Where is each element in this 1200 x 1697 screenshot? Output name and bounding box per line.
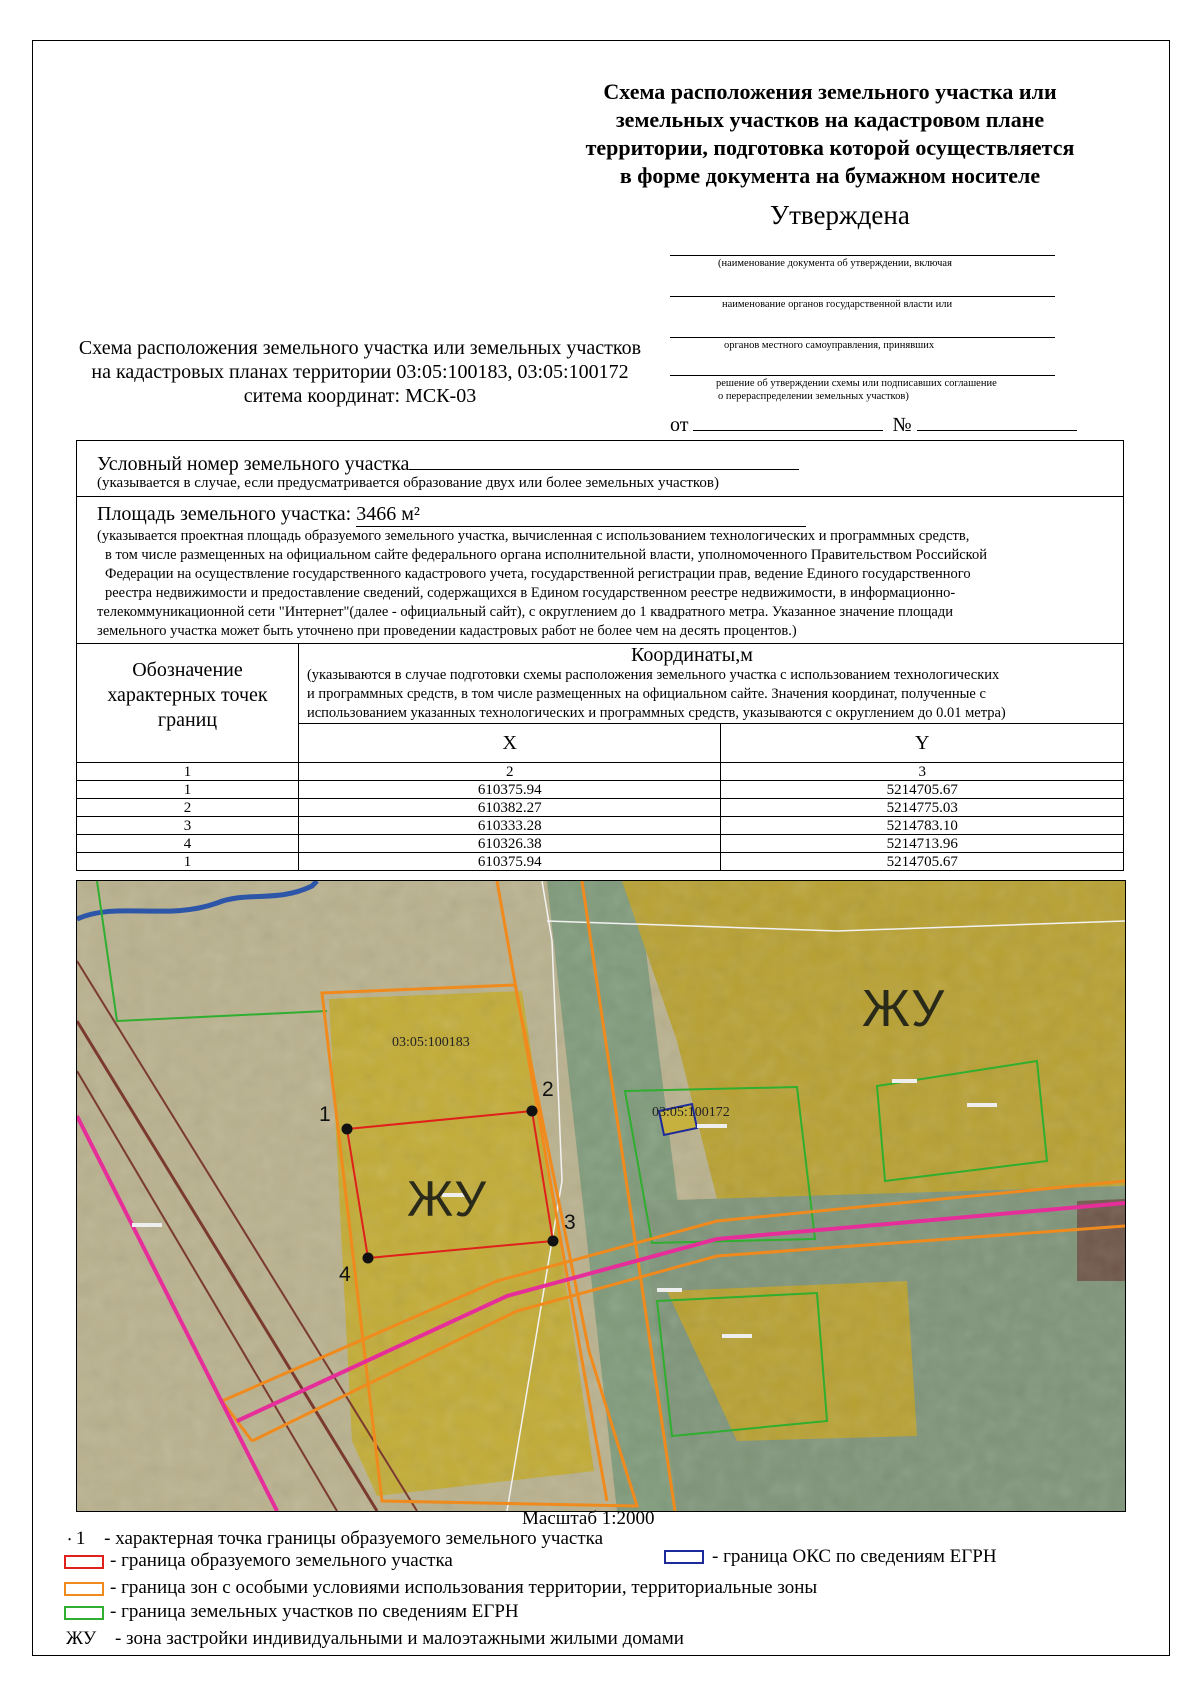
legend-green-swatch bbox=[64, 1606, 104, 1620]
point-label-2: 2 bbox=[542, 1078, 554, 1101]
legend-red-text: - граница образуемого земельного участка bbox=[110, 1550, 453, 1571]
map-mark bbox=[722, 1334, 752, 1338]
coords-note: (указываются в случае подготовки схемы расположения земельного участка с использованием технологических и программных средств, в том числе размещенных на официальном сайте. Значения координат, полученные с использованием указанных технологических и программных средств, указываются с округлением до 0.01 метра) bbox=[306, 667, 1006, 721]
cadastral-map bbox=[76, 880, 1126, 1512]
table-row: 1 610375.94 5214705.67 bbox=[77, 781, 1124, 799]
conditional-number-label: Условный номер земельного участка bbox=[97, 453, 410, 475]
legend-green-text: - граница земельных участков по сведениям ЕГРН bbox=[110, 1601, 519, 1622]
legend-point: • 1 - характерная точка границы образуемого земельного участка bbox=[68, 1528, 604, 1549]
legend-orange-text: - граница зон с особыми условиями использования территории, территориальные зоны bbox=[110, 1577, 818, 1598]
legend-orange-swatch bbox=[64, 1582, 104, 1596]
zone-label-left: ЖУ bbox=[407, 1171, 487, 1227]
point-label-4: 4 bbox=[339, 1263, 351, 1286]
boundary-point-2 bbox=[527, 1106, 538, 1117]
points-header: Обозначение характерных точек границ bbox=[107, 659, 268, 731]
map-scale: Масштаб 1:2000 bbox=[522, 1508, 655, 1529]
table-row: 3 610333.28 5214783.10 bbox=[77, 817, 1124, 835]
col-number-3: 3 bbox=[721, 763, 1124, 781]
legend-red-swatch bbox=[64, 1555, 104, 1569]
x-header: X bbox=[298, 724, 721, 763]
boundary-point-4 bbox=[363, 1253, 374, 1264]
col-number-2: 2 bbox=[298, 763, 721, 781]
map-mark bbox=[657, 1288, 682, 1292]
point-label-3: 3 bbox=[564, 1211, 576, 1234]
conditional-number-note: (указывается в случае, если предусматривается образование двух или более земельных участков) bbox=[97, 475, 719, 491]
area-value: 3466 м² bbox=[356, 503, 806, 527]
approval-caption-2: наименование органов государственной власти или bbox=[722, 299, 953, 310]
legend-oks-swatch bbox=[664, 1550, 704, 1564]
approval-caption-1: (наименование документа об утверждении, включая bbox=[718, 258, 952, 269]
approval-caption-4: решение об утверждении схемы или подписавших соглашение bbox=[716, 378, 997, 389]
map-mark bbox=[132, 1223, 162, 1227]
boundary-point-3 bbox=[548, 1236, 559, 1247]
table-row: 2 610382.27 5214775.03 bbox=[77, 799, 1124, 817]
map-canvas bbox=[77, 881, 1125, 1511]
zone-label-right: ЖУ bbox=[862, 980, 945, 1038]
approved-heading: Утверждена bbox=[770, 200, 910, 230]
area-label: Площадь земельного участка: bbox=[97, 503, 352, 525]
approval-caption-5: о перераспределении земельных участков) bbox=[718, 391, 909, 402]
legend-zu: ЖУ - зона застройки индивидуальными и малоэтажными жилыми домами bbox=[66, 1628, 684, 1649]
point-label-1: 1 bbox=[319, 1103, 331, 1126]
scheme-description: Схема расположения земельного участка или земельных участков на кадастровых планах территории 03:05:100183, 03:05:100172 ситема координат: МСК-03 bbox=[78, 337, 642, 407]
area-note: (указывается проектная площадь образуемого земельного участка, вычисленная с использованием технологических и программных средств, в том числе размещенных на официальном сайте федерального органа исполнительной власти, уполномоченного Правительством Российской Федерации на осуществление государственного кадастрового учета, государственной регистрации прав, ведение Единого государственного реестра недвижимости и предоставление сведений, содержащихся в Едином государственном реестре недвижимости, в информационно- телекоммуникационной сети "Интернет"(далее - официальный сайт), с округлением до 1 квадратного метра. Указанное значение площади земельного участка может быть уточнено при проведении кадастровых работ не более чем на десять процентов.) bbox=[97, 528, 988, 639]
y-header: Y bbox=[721, 724, 1124, 763]
col-number-1: 1 bbox=[77, 763, 299, 781]
legend-oks-text: - граница ОКС по сведениям ЕГРН bbox=[712, 1546, 997, 1567]
coords-header: Координаты,м bbox=[631, 644, 753, 666]
map-mark bbox=[892, 1079, 917, 1083]
map-mark bbox=[697, 1124, 727, 1128]
info-table bbox=[76, 440, 1124, 871]
approval-date-number: от № bbox=[670, 412, 1077, 437]
table-row: 1 610375.94 5214705.67 bbox=[77, 853, 1124, 871]
map-mark bbox=[967, 1103, 997, 1107]
table-row: 4 610326.38 5214713.96 bbox=[77, 835, 1124, 853]
boundary-point-1 bbox=[342, 1124, 353, 1135]
parcel-label-100183: 03:05:100183 bbox=[392, 1035, 470, 1050]
document-title: Схема расположения земельного участка или земельных участков на кадастровом плане территории, подготовка которой осуществляется в форме документа на бумажном носителе bbox=[585, 79, 1075, 188]
parcel-label-100172: 03:05:100172 bbox=[652, 1105, 730, 1120]
approval-caption-3: органов местного самоуправления, принявших bbox=[724, 340, 935, 351]
